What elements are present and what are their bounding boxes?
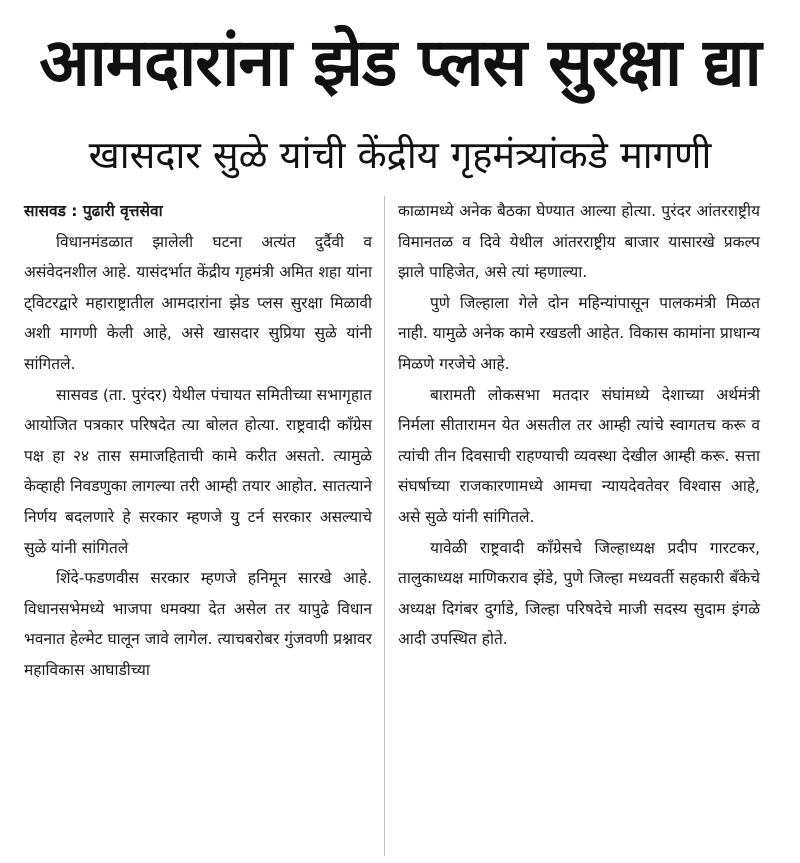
article-paragraph: काळामध्ये अनेक बैठका घेण्यात आल्या होत्या. पुरंदर आंतरराष्ट्रीय विमानतळ व दिवे येथील आंतरराष्ट्रीय बाजार यासारखे प्रकल्प झाले पाहिजेत, असे त्यां म्हणाल्या. [398, 202, 760, 282]
article-subheadline: खासदार सुळे यांची केंद्रीय गृहमंत्र्यांकडे मागणी [88, 133, 712, 177]
article-paragraph: विधानमंडळात झालेली घटना अत्यंत दुर्दैवी व असंवेदनशील आहे. यासंदर्भात केंद्रीय गृहमंत्री अमित शहा यांना ट्विटरद्वारे महाराष्ट्रातील आमदारांना झेड प्लस सुरक्षा मिळावी अशी मागणी केली आहे, असे खासदार सुप्रिया सुळे यांनी सांगितले. [24, 232, 372, 373]
article-paragraph: बारामती लोकसभा मतदार संघांमध्ये देशाच्या अर्थमंत्री निर्मला सीतारामन येत असतील तर आम्ही त्यांचे स्वागतच करू व त्यांची तीन दिवसाची राहण्याची व्यवस्था देखील आम्ही करू. सत्ता संघर्षाच्या राजकारणामध्ये आमचा न्यायदेवतेवर विश्वास आहे, असे सुळे यांनी सांगितले. [398, 385, 760, 526]
article-paragraph: यावेळी राष्ट्रवादी काँग्रेसचे जिल्हाध्यक्ष प्रदीप गारटकर, तालुकाध्यक्ष माणिकराव झेंडे, पुणे जिल्हा मध्यवर्ती सहकारी बँकेचे अध्यक्ष दिगंबर दुर्गाडे, जिल्हा परिषदेचे माजी सदस्य सुदाम इंगळे आदी उपस्थित होते. [398, 538, 760, 649]
column-divider [384, 196, 385, 856]
article-column-left [24, 196, 372, 686]
article-paragraph: शिंदे-फडणवीस सरकार म्हणजे हनिमून सारखे आहे. विधानसभेमध्ये भाजपा धमक्या देत असेल तर यापुढे विधान भवनात हेल्मेट घालून जावे लागेल. त्याचबरोबर गुंजवणी प्रश्नावर महाविकास आघाडीच्या [24, 569, 372, 679]
article-paragraph: पुणे जिल्हाला गेले दोन महिन्यांपासून पालकमंत्री मिळत नाही. यामुळे अनेक कामे रखडली आहेत. विकास कामांना प्राधान्य मिळणे गरजेचे आहे. [398, 293, 760, 373]
article-paragraph: सासवड (ता. पुरंदर) येथील पंचायत समितीच्या सभागृहात आयोजित पत्रकार परिषदेत त्या बोलत होत्या. राष्ट्रवादी काँग्रेस पक्ष हा २४ तास समाजहिताची कामे करीत असतो. त्यामुळे केव्हाही निवडणुका लागल्या तरी आम्ही तयार आहोत. सातत्याने निर्णय बदलणारे हे सरकार म्हणजे यु टर्न सरकार असल्याचे सुळे यांनी सांगितले [24, 385, 372, 557]
article-column-right [398, 196, 760, 655]
article-headline: आमदारांना झेड प्लस सुरक्षा द्या [39, 24, 761, 101]
article-dateline: सासवड : पुढारी वृत्तसेवा [24, 202, 163, 220]
